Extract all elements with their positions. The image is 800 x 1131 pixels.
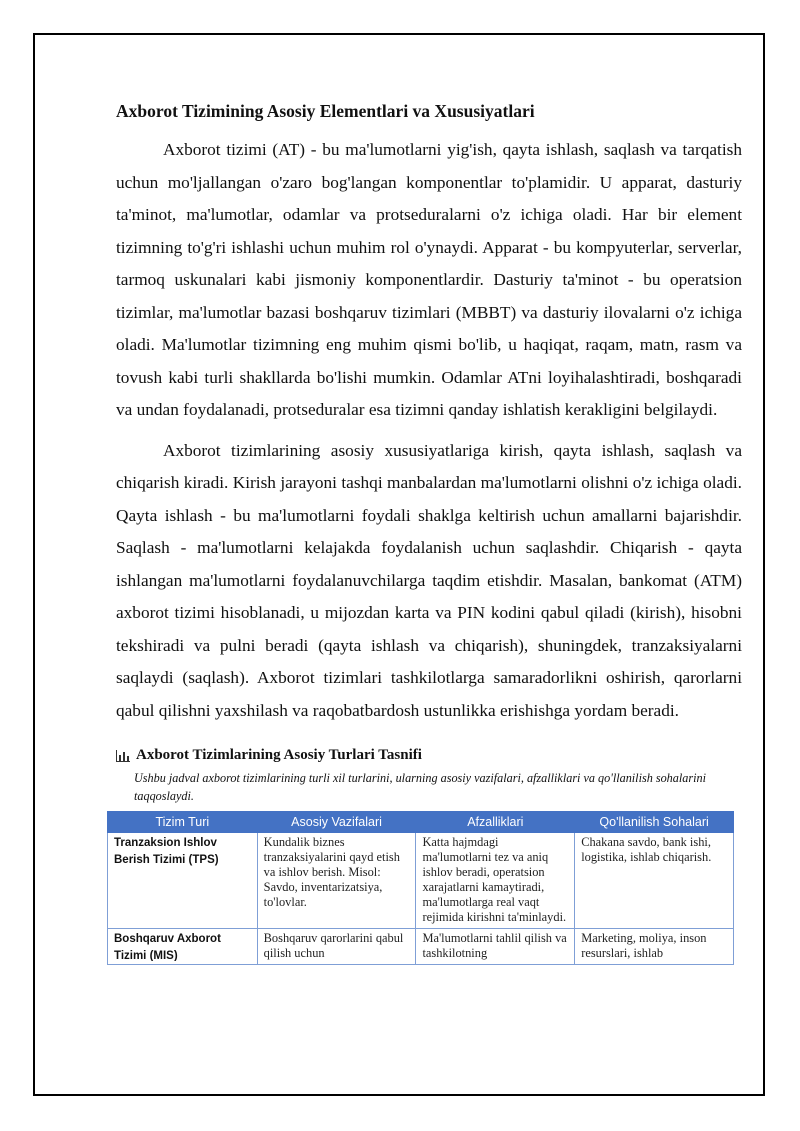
document-content (116, 98, 742, 965)
column-header: Asosiy Vazifalari (257, 812, 416, 833)
table-header-row (108, 812, 734, 833)
paragraph-features: Axborot tizimlarining asosiy xususiyatlariga kirish, qayta ishlash, saqlash va chiqarish kiradi. Kirish jarayoni tashqi manbalardan ma'lumotlarni olishni o'z ichiga oladi. Qayta ishlash - bu ma'lumotlarni foydali shaklga keltirish uchun amallarni bajarishdir. Saqlash - ma'lumotlarni kelajakda foydalanish uchun saqlashdir. Chiqarish - qayta ishlangan ma'lumotlarni foydalanuvchilarga taqdim etishdir. Masalan, bankomat (ATM) axborot tizimi hisoblanadi, u mijozdan karta va PIN kodini qabul qiladi (kirish), hisobni tekshiradi va pulni beradi (qayta ishlash va chiqarish), shuningdek, tranzaksiyalarni saqlaydi (saqlash). Axborot tizimlari tashkilotlarga samaradorlikni oshirish, qarorlarni qabul qilishni yaxshilash va raqobatbardosh ustunlikka erishishga yordam beradi. (116, 440, 742, 720)
section-heading-text: Axborot Tizimlarining Asosiy Turlari Tasnifi (136, 747, 422, 763)
table-row (108, 929, 734, 965)
paragraph-elements: Axborot tizimi (AT) - bu ma'lumotlarni yig'ish, qayta ishlash, saqlash va tarqatish uchun mo'ljallangan o'zaro bog'langan komponentlar to'plamidir. U apparat, dasturiy ta'minot, ma'lumotlar, odamlar va protseduralarni o'z ichiga oladi. Har bir element tizimning to'g'ri ishlashi uchun muhim rol o'ynaydi. Apparat - bu kompyuterlar, serverlar, tarmoq uskunalari kabi jismoniy komponentlardir. Dasturiy ta'minot - bu operatsion tizimlar, ma'lumotlar bazasi boshqaruv tizimlari (MBBT) va dasturiy ilovalarni o'z ichiga oladi. Ma'lumotlar tizimning eng muhim qismi bo'lib, u haqiqat, raqam, matn, rasm va tovush kabi turli shakllarda bo'lishi mumkin. Odamlar ATni loyihalashtiradi, boshqaradi va undan foydalanadi, protseduralar esa tizimni qanday ishlatish kerakligini belgilaydi. (116, 140, 742, 419)
column-header: Afzalliklari (416, 812, 575, 833)
systems-table (107, 811, 734, 965)
cell-text: Boshqaruv qarorlarini qabul qilish uchun (263, 931, 404, 960)
column-header: Tizim Turi (108, 812, 258, 833)
table-row (108, 833, 734, 929)
system-type-cell (108, 929, 258, 965)
cell-text: Marketing, moliya, inson resurslari, ishlab (581, 931, 707, 960)
system-type-cell: Tranzaksion Ishlov Berish Tizimi (TPS) (108, 833, 258, 929)
cell-text: Boshqaruv Axborot Tizimi (MIS) (114, 933, 221, 961)
areas-cell: Chakana savdo, bank ishi, logistika, ishlab chiqarish. (575, 833, 734, 929)
column-header: Qo'llanilish Sohalari (575, 812, 734, 833)
bar-chart-icon (116, 748, 130, 762)
areas-cell (575, 929, 734, 965)
advantages-cell (416, 929, 575, 965)
tasks-cell: Kundalik biznes tranzaksiyalarini qayd etish va ishlov berish. Misol: Savdo, inventarizatsiya, to'lovlar. (257, 833, 416, 929)
table-caption: Ushbu jadval axborot tizimlarining turli xil turlarini, ularning asosiy vazifalari, afzalliklari va qo'llanilish sohalarini taqqoslaydi. (134, 771, 706, 803)
document-title: Axborot Tizimining Asosiy Elementlari va Xususiyatlari (116, 101, 535, 121)
advantages-cell: Katta hajmdagi ma'lumotlarni tez va aniq ishlov beradi, operatsion xarajatlarni kamaytiradi, ma'lumotlarga real vaqt rejimida kirishni ta'minlaydi. (416, 833, 575, 929)
cell-text: Ma'lumotlarni tahlil qilish va tashkilotning (422, 931, 567, 960)
section-heading (116, 745, 742, 765)
tasks-cell (257, 929, 416, 965)
